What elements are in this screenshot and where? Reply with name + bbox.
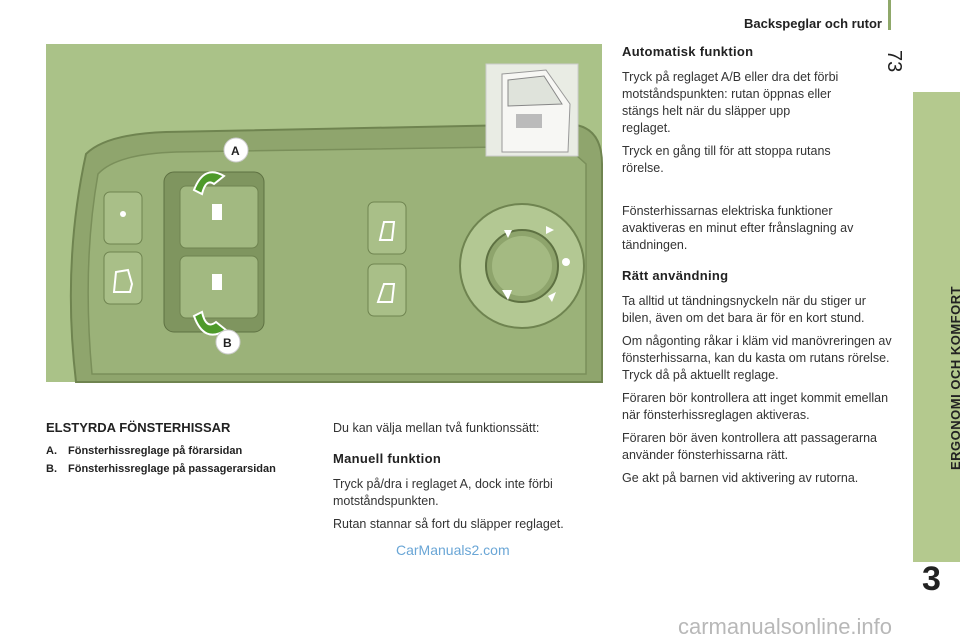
legend-key: A.: [46, 445, 57, 457]
auto-paragraph: Tryck på reglaget A/B eller dra det förbi motståndspunkten: rutan öppnas eller stängs helt när du släpper upp reglaget.: [622, 70, 839, 135]
callout-a-label: A: [231, 144, 240, 158]
section-heading: ELSTYRDA FÖNSTERHISSAR: [46, 420, 231, 435]
correct-use-paragraph: Föraren bör även kontrollera att passagerarna använder fönsterhissarna rätt.: [622, 431, 878, 462]
callout-b-label: B: [223, 336, 232, 350]
automatic-function-column: [622, 44, 892, 493]
legend-text: Fönsterhissreglage på förarsidan: [68, 445, 243, 457]
correct-use-paragraph: Ge akt på barnen vid aktivering av rutorna.: [622, 471, 859, 485]
legend-column: [46, 420, 326, 481]
legend-text: Fönsterhissreglage på passagerarsidan: [68, 463, 276, 475]
auto-heading: Automatisk funktion: [622, 44, 754, 59]
watermark-text: carmanualsonline.info: [678, 614, 893, 639]
manual-heading: Manuell funktion: [333, 451, 442, 466]
watermark-link[interactable]: CarManuals2.com: [396, 542, 510, 558]
correct-use-heading: Rätt användning: [622, 268, 729, 283]
legend-item-b: [46, 463, 326, 475]
manual-paragraph: Rutan stannar så fort du släpper reglaget.: [333, 517, 564, 531]
page-number: 73: [883, 50, 905, 73]
door-inset-photo: [486, 64, 578, 156]
legend-item-a: [46, 445, 326, 457]
correct-use-paragraph: Ta alltid ut tändningsnyckeln när du stiger ur bilen, även om det bara är för en kort stund.: [622, 294, 866, 325]
auto-paragraph: Tryck en gång till för att stoppa rutans rörelse.: [622, 144, 831, 175]
chapter-label: ERGONOMI OCH KOMFORT: [948, 285, 963, 470]
intro-text: Du kan välja mellan två funktionssätt:: [333, 421, 540, 435]
correct-use-paragraph: Om någonting råkar i kläm vid manövreringen av fönsterhissarna, kan du kasta om rutans rörelse. Tryck då på aktuellt reglage.: [622, 334, 892, 382]
section-title: Backspeglar och rutor: [744, 16, 882, 31]
window-switch-illustration: [46, 44, 602, 382]
manual-paragraph: Tryck på/dra i reglaget A, dock inte förbi motståndspunkten.: [333, 477, 553, 508]
door-control-panel-drawing: [46, 44, 602, 382]
legend-key: B.: [46, 463, 57, 475]
deactivation-text: Fönsterhissarnas elektriska funktioner avaktiveras en minut efter frånslagning av tändningen.: [622, 204, 854, 252]
chapter-number: 3: [922, 560, 941, 598]
correct-use-paragraph: Föraren bör kontrollera att inget kommit emellan när fönsterhissreglagen aktiveras.: [622, 391, 889, 422]
header-accent-bar: [888, 0, 891, 30]
manual-function-column: [333, 420, 603, 539]
